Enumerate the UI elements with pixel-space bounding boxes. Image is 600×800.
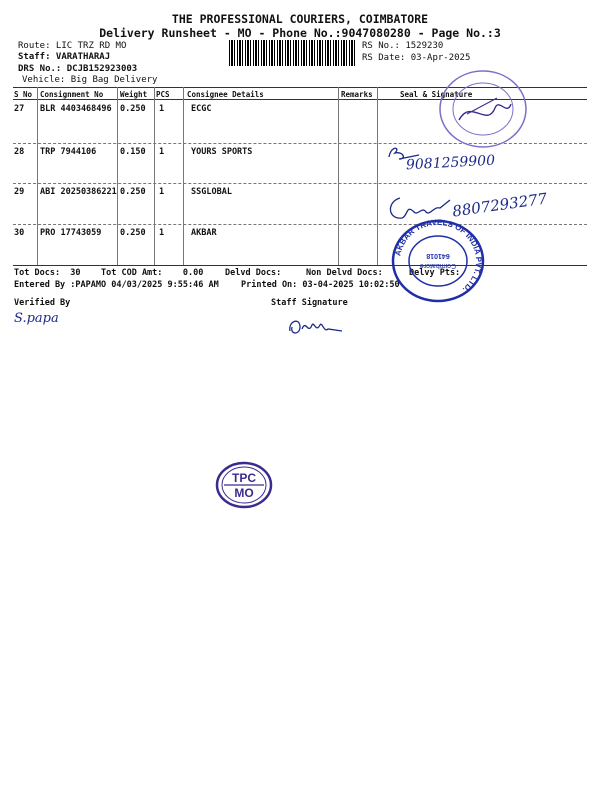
receiver-phone: 9081259900 bbox=[405, 152, 496, 174]
delivered-docs: Delvd Docs: bbox=[225, 268, 282, 278]
row-consignment: BLR 4403468496 bbox=[40, 104, 112, 114]
col-header-weight: Weight bbox=[120, 90, 148, 99]
row-sno: 29 bbox=[14, 187, 25, 197]
col-header-sno: S No bbox=[14, 90, 33, 99]
col-header-remarks: Remarks bbox=[341, 90, 373, 99]
staff-label: Staff: VARATHARAJ bbox=[18, 52, 111, 62]
col-header-pcs: PCS bbox=[156, 90, 170, 99]
row-consignment: ABI 20250386221 bbox=[40, 187, 117, 197]
total-cod-amount: Tot COD Amt: 0.00 bbox=[101, 268, 204, 278]
company-seal-stamp bbox=[390, 218, 486, 304]
row-pcs: 1 bbox=[159, 147, 165, 157]
row-consignee: YOURS SPORTS bbox=[191, 147, 253, 157]
total-docs: Tot Docs: 30 bbox=[14, 268, 81, 278]
row-pcs: 1 bbox=[159, 187, 165, 197]
runsheet-title: Delivery Runsheet - MO - Phone No.:9047080280 - Page No.:3 bbox=[99, 26, 501, 40]
row-pcs: 1 bbox=[159, 228, 165, 238]
printed-on: Printed On: 03-04-2025 10:02:50 bbox=[241, 280, 400, 290]
staff-signature-label: Staff Signature bbox=[271, 298, 348, 308]
staff-signature-scribble bbox=[286, 313, 346, 339]
stamp-ring-text: AKBAR TRAVELS OF INDIA PVT. LTD. bbox=[393, 218, 484, 295]
tpc-stamp bbox=[214, 460, 274, 510]
column-divider bbox=[183, 87, 184, 265]
column-divider bbox=[338, 87, 339, 265]
delivery-points: Delvy Pts: bbox=[409, 268, 461, 278]
col-header-seal: Seal & Signature bbox=[400, 90, 473, 99]
drs-number: DRS No.: DCJB152923003 bbox=[18, 64, 138, 74]
row-sno: 30 bbox=[14, 228, 25, 238]
table-bottom-rule bbox=[13, 265, 587, 266]
col-header-consignment: Consignment No bbox=[40, 90, 104, 99]
col-header-consignee: Consignee Details bbox=[187, 90, 264, 99]
company-title: THE PROFESSIONAL COURIERS, COIMBATORE bbox=[171, 12, 429, 26]
vehicle-label: Vehicle: Big Bag Delivery bbox=[22, 75, 158, 85]
non-delivered-docs: Non Delvd Docs: bbox=[306, 268, 383, 278]
row-consignee: SSGLOBAL bbox=[191, 187, 232, 197]
verified-by-label: Verified By bbox=[14, 298, 71, 308]
row-consignment: TRP 7944106 bbox=[40, 147, 97, 157]
route-label: Route: LIC TRZ RD MO bbox=[18, 41, 127, 51]
verifier-signature: S.papa bbox=[14, 311, 59, 326]
column-divider bbox=[154, 87, 155, 265]
row-consignee: ECGC bbox=[191, 104, 212, 114]
tpc-stamp-line2: MO bbox=[234, 486, 254, 500]
row-consignment: PRO 17743059 bbox=[40, 228, 102, 238]
row-divider bbox=[13, 224, 587, 225]
stamp-pin: 641018 bbox=[426, 252, 450, 259]
tpc-stamp-line1: TPC bbox=[232, 471, 256, 485]
receiver-phone: 8807293277 bbox=[451, 189, 549, 221]
entered-by: Entered By :PAPAMO 04/03/2025 9:55:46 AM bbox=[14, 280, 219, 290]
row-weight: 0.250 bbox=[120, 104, 146, 114]
row-sno: 28 bbox=[14, 147, 25, 157]
row-divider bbox=[13, 183, 587, 184]
rs-date: RS Date: 03-Apr-2025 bbox=[362, 53, 471, 63]
row-sno: 27 bbox=[14, 104, 25, 114]
row-weight: 0.250 bbox=[120, 187, 146, 197]
column-divider bbox=[117, 87, 118, 265]
row-pcs: 1 bbox=[159, 104, 165, 114]
stamp-city: Coimbatore bbox=[419, 262, 457, 269]
row-weight: 0.150 bbox=[120, 147, 146, 157]
column-divider bbox=[37, 87, 38, 265]
row-consignee: AKBAR bbox=[191, 228, 217, 238]
seal-stamp-round bbox=[437, 68, 529, 150]
barcode bbox=[229, 40, 356, 66]
column-divider bbox=[377, 87, 378, 265]
row-weight: 0.250 bbox=[120, 228, 146, 238]
rs-number: RS No.: 1529230 bbox=[362, 41, 444, 51]
